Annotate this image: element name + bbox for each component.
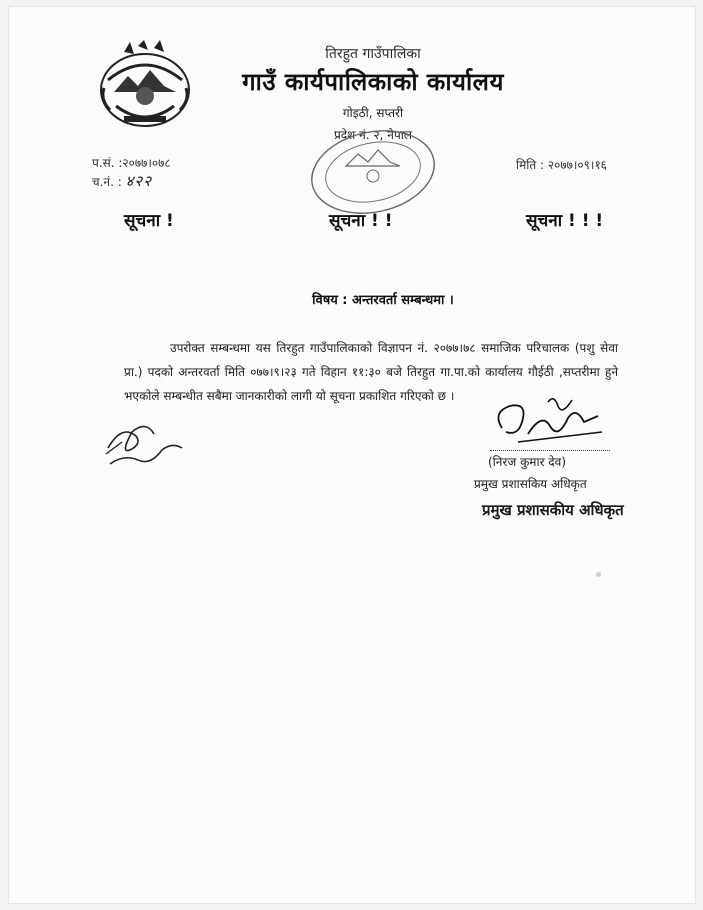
- signature: [488, 392, 608, 450]
- chalani-number: च.नं. : ४२२: [92, 172, 153, 190]
- notice-body: उपरोक्त सम्बन्धमा यस तिरहुत गाउँपालिकाको विज्ञापन नं. २०७७।७८ समाजिक परिचालक (पशु सेवा प्रा.) पदको अन्तरवर्ता मिति ०७७।९।२३ गते विहान ११:३० बजे तिरहुत गा.पा.को कार्यालय गौईठी ,सप्तरीमा हुने भएकोले सम्बन्धीत सबैमा जानकारीको लागी यो सूचना प्रकाशित गरिएको छ ।: [124, 341, 618, 403]
- notice-heading-1: सूचना !: [124, 211, 174, 231]
- signer-title: प्रमुख प्रशासकिय अधिकृत: [474, 477, 587, 491]
- notice-heading-3: सूचना ! ! !: [526, 211, 604, 231]
- notice-heading-2: सूचना ! !: [329, 211, 393, 231]
- designation-stamp: प्रमुख प्रशासकीय अधिकृत: [482, 501, 624, 519]
- handwritten-initials: [102, 414, 192, 474]
- office-province: प्रदेश नं. २, नेपाल: [333, 128, 413, 142]
- paper-speck: [596, 572, 601, 577]
- office-title: गाउँ कार्यपालिकाको कार्यालय: [242, 68, 504, 96]
- official-stamp: [298, 126, 448, 218]
- signer-block: [474, 450, 644, 495]
- signer-name: (निरज कुमार देव): [488, 455, 567, 469]
- document-date: मिति : २०७७।०९।१६: [516, 158, 607, 172]
- patra-sankhya: प.सं. :२०७७।०७८: [92, 156, 171, 170]
- municipality-name: तिरहुत गाउँपालिका: [325, 46, 421, 62]
- subject-line: विषय : अन्तरवर्ता सम्बन्धमा ।: [312, 293, 454, 308]
- nepal-emblem-logo: [94, 40, 196, 130]
- notice-document: [8, 6, 696, 904]
- reference-numbers: [92, 154, 171, 191]
- office-location: गोइठी, सप्तरी: [342, 106, 404, 120]
